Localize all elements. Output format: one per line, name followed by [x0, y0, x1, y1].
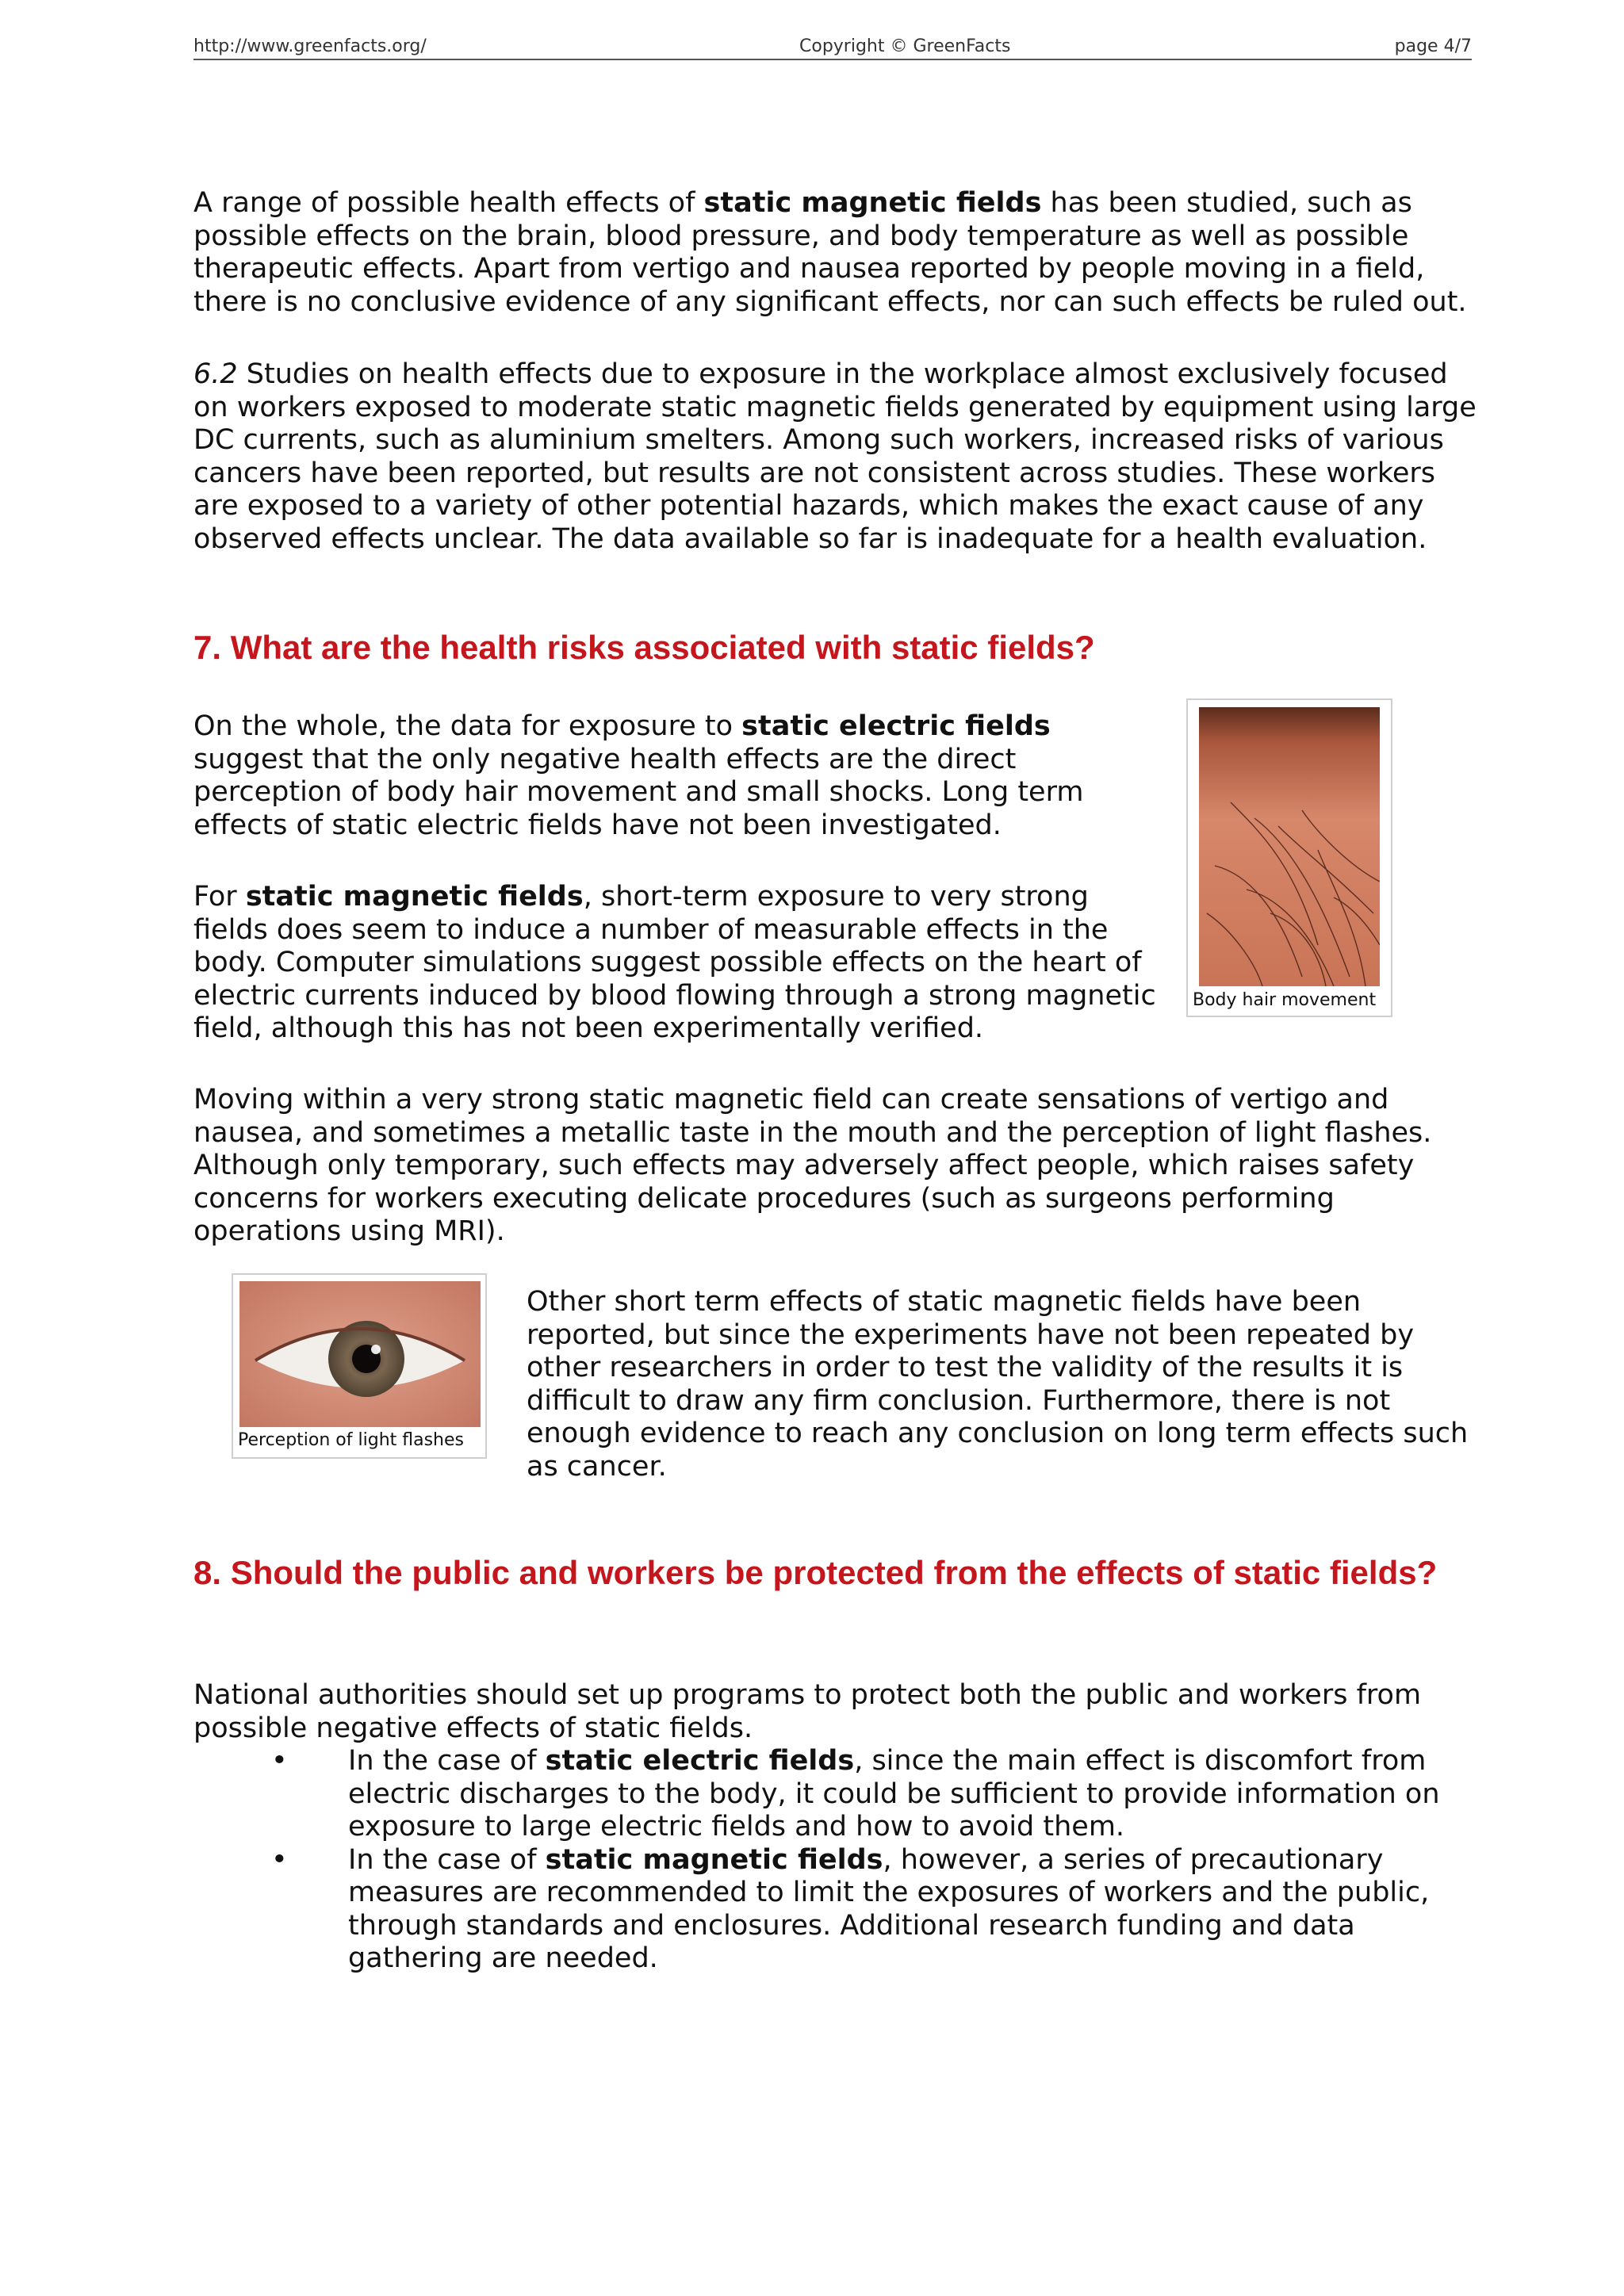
header-copyright: Copyright © GreenFacts	[799, 36, 1011, 56]
s7p1-text-post: suggest that the only negative health effects are the direct perception of body hair movement and small shocks. Long term effects of static electric fields have not been investigated.	[193, 743, 1084, 841]
s7p4-text: Other short term effects of static magnetic fields have been reported, but since the experiments have not been repeated by other researchers in order to test the validity of the results it is difficult to draw any firm conclusion. Furthermore, there is not enough evidence to reach any conclusion on long term effects such as cancer.	[527, 1286, 1469, 1483]
bullet-1-pre: In the case of	[348, 1745, 546, 1777]
body-hair-caption: Body hair movement	[1193, 990, 1377, 1010]
bullet-2-bold: static magnetic fields	[545, 1843, 883, 1876]
header-page-number: page 4/7	[1394, 36, 1472, 56]
bullet-2-pre: In the case of	[348, 1843, 546, 1876]
list-item	[193, 1745, 1478, 1844]
section-8-heading: 8. Should the public and workers be protected from the effects of static fields?	[193, 1554, 1438, 1591]
s7p3-text: Moving within a very strong static magnetic field can create sensations of vertigo and nausea, and sometimes a metallic taste in the mouth and the perception of light flashes. Although only temporary, such effects may adversely affect people, which raises safety concerns for workers executing delicate procedures (such as surgeons performing operations using MRI).	[193, 1084, 1432, 1247]
body-hair-image	[1199, 707, 1380, 986]
section-7-heading: 7. What are the health risks associated with static fields?	[193, 629, 1095, 666]
section-7-paragraph-4	[527, 1286, 1478, 1483]
bullet-icon: •	[271, 1843, 288, 1876]
bullet-1-post: , since the main effect is discomfort from electric discharges to the body, it could be sufficient to provide information on exposure to large electric fields and how to avoid them.	[348, 1745, 1440, 1843]
eye-caption: Perception of light flashes	[238, 1430, 465, 1450]
eye-image	[239, 1281, 481, 1427]
section-8-intro	[193, 1679, 1478, 1745]
section-7-paragraph-1	[193, 710, 1165, 842]
section-8-bullet-list	[193, 1745, 1478, 1976]
s7p1-bold-term: static electric fields	[741, 710, 1051, 742]
figure-eye	[232, 1273, 487, 1459]
section-7-paragraph-3	[193, 1084, 1478, 1249]
bullet-2-post: , however, a series of precautionary measures are recommended to limit the exposures of workers and the public, through standards and enclosures. Additional research funding and data gathering are needed.	[348, 1843, 1430, 1974]
intro-paragraph	[193, 187, 1478, 319]
s7p1-text-pre: On the whole, the data for exposure to	[193, 710, 742, 742]
bullet-icon: •	[271, 1745, 288, 1777]
s7p2-bold-term: static magnetic fields	[245, 881, 584, 913]
section-number: 6.2	[193, 358, 238, 390]
section-6-2-text: Studies on health effects due to exposure in the workplace almost exclusively focused on workers exposed to moderate static magnetic fields generated by equipment using large DC currents, such as aluminium smelters. Among such workers, increased risks of various cancers have been reported, but results are not consistent across studies. These workers are exposed to a variety of other potential hazards, which makes the exact cause of any observed effects unclear. The data available so far is inadequate for a health evaluation.	[193, 358, 1477, 555]
intro-bold-term: static magnetic fields	[703, 187, 1042, 219]
s7p2-text-pre: For	[193, 881, 246, 913]
s7p2-text-post: , short-term exposure to very strong fields does seem to induce a number of measurable effects in the body. Computer simulations suggest possible effects on the heart of electric currents induced by blood flowing through a strong magnetic field, although this has not been experimentally verified.	[193, 881, 1156, 1044]
section-7-paragraph-2	[193, 881, 1165, 1046]
s8-intro-text: National authorities should set up programs to protect both the public and workers from possible negative effects of static fields.	[193, 1679, 1422, 1744]
header-url[interactable]: http://www.greenfacts.org/	[193, 36, 427, 56]
list-item	[193, 1844, 1478, 1976]
intro-text-post: has been studied, such as possible effects on the brain, blood pressure, and body temperature as well as possible therapeutic effects. Apart from vertigo and nausea reported by people moving in a field, there is no conclusive evidence of any significant effects, nor can such effects be ruled out.	[193, 187, 1467, 318]
figure-body-hair	[1186, 698, 1392, 1017]
intro-text-pre: A range of possible health effects of	[193, 187, 704, 219]
page-header	[193, 35, 1472, 60]
section-6-2-paragraph	[193, 358, 1478, 556]
bullet-1-bold: static electric fields	[545, 1745, 855, 1777]
